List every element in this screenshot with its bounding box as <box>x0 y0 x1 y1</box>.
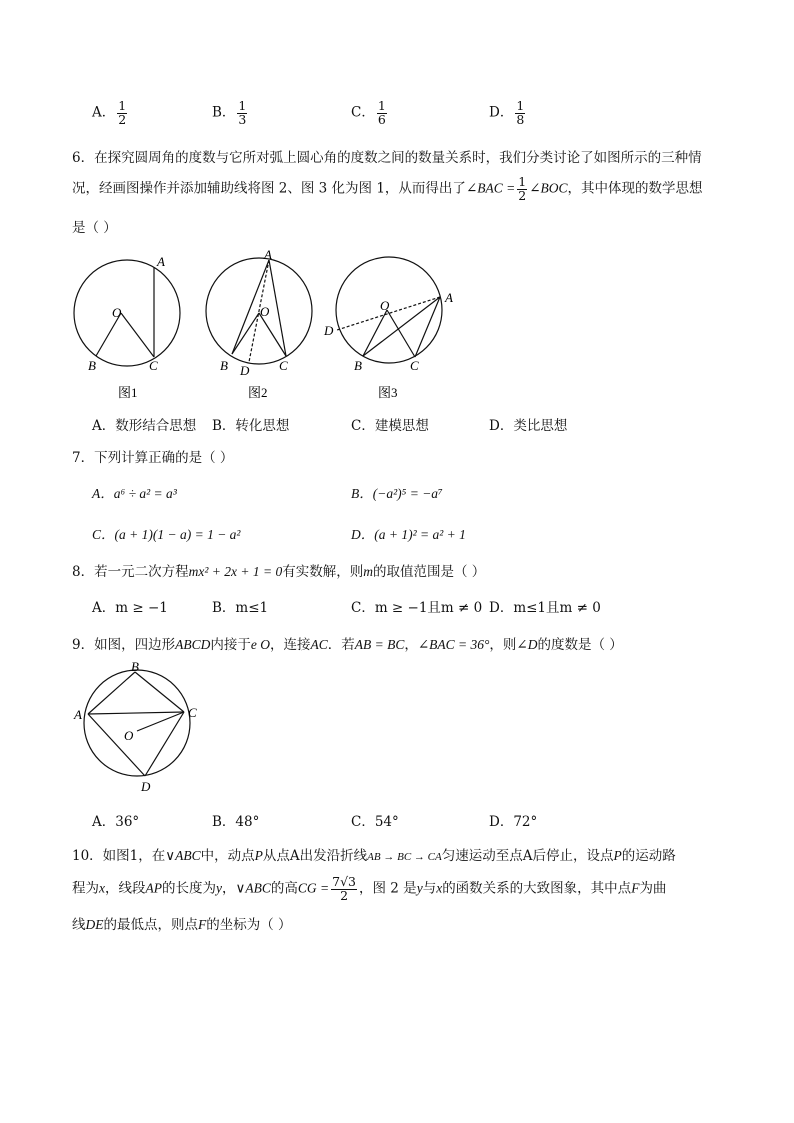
fraction: $\frac{1}{2}$ <box>518 174 527 203</box>
q9-option-d[interactable]: D．72° <box>489 814 538 830</box>
fraction: $\frac{1}{2}$ <box>118 98 127 127</box>
fig1-label-o: O <box>112 305 122 320</box>
q6-line3: 是（ ） <box>72 220 117 236</box>
fraction: $\frac{1}{8}$ <box>516 98 525 127</box>
q7-stem: 7．下列计算正确的是（ ） <box>72 450 234 466</box>
fig2-label-o: O <box>260 304 270 319</box>
q6-option-c[interactable]: C．建模思想 <box>351 418 429 434</box>
q8-option-a[interactable]: A．m ≥ −1 <box>92 600 168 616</box>
q6-figures <box>66 250 466 402</box>
q9-label-d: D <box>141 779 151 794</box>
fig2-label-b: B <box>220 358 228 373</box>
q7-option-b[interactable]: B．(−a²)⁵ = −a⁷ <box>351 486 443 501</box>
fraction: $\frac{1}{3}$ <box>238 98 247 127</box>
q7-option-c[interactable]: C．(a + 1)(1 − a) = 1 − a² <box>92 527 241 542</box>
q9-stem: 9．如图，四边形ABCD内接于e O，连接AC．若AB = BC，∠BAC = 36°，则∠D的度数是（ ） <box>72 637 623 653</box>
fig2-label-a: A <box>264 250 272 262</box>
q6-option-d[interactable]: D．类比思想 <box>489 418 568 434</box>
q8-stem: 8．若一元二次方程mx² + 2x + 1 = 0有实数解，则m的取值范围是（ ） <box>72 564 486 580</box>
fraction: $\frac{7√3}{2}$ <box>332 874 357 903</box>
q6-line2: 况，经画图操作并添加辅助线将图 2、图 3 化为图 1，从而得出了∠BAC = $\frac{1}{2}$ ∠BOC，其中体现的数学思想 <box>72 174 703 203</box>
q6-option-b[interactable]: B．转化思想 <box>212 418 290 434</box>
fig3-label-o: O <box>380 298 390 313</box>
fig1-label-a: A <box>157 254 165 269</box>
q7-option-d[interactable]: D．(a + 1)² = a² + 1 <box>351 527 466 542</box>
q10-line3: 线DE的最低点，则点F的坐标为（ ） <box>72 917 292 933</box>
q10-line1: 10．如图1，在∨ABC中，动点P从点A出发沿折线AB → BC → CA匀速运动至点A后停止，设点P的运动路 <box>72 848 676 864</box>
q9-label-a: A <box>74 707 82 722</box>
q9-figure <box>68 660 218 800</box>
q10-line2: 程为x，线段AP的长度为y，∨ABC的高CG = $\frac{7√3}{2}$ ，图 2 是y与x的函数关系的大致图象，其中点F为曲 <box>72 874 667 903</box>
q9-label-b: B <box>131 660 139 674</box>
fig1-label-b: B <box>88 358 96 373</box>
q9-label-o: O <box>124 728 134 743</box>
q9-option-c[interactable]: C．54° <box>351 814 399 830</box>
figure-2 <box>206 258 312 364</box>
q7-option-a[interactable]: A．a⁶ ÷ a² = a³ <box>92 486 177 501</box>
q9-label-c: C <box>188 705 197 720</box>
q9-option-a[interactable]: A．36° <box>92 814 140 830</box>
fig1-caption: 图1 <box>118 385 138 400</box>
fig2-caption: 图2 <box>248 385 268 400</box>
q8-option-b[interactable]: B．m≤1 <box>212 600 269 616</box>
q5-option-a[interactable]: A． $\frac{1}{2}$ <box>92 98 127 127</box>
fig3-label-d: D <box>324 323 334 338</box>
q8-option-c[interactable]: C．m ≥ −1且m ≠ 0 <box>351 600 483 616</box>
q6-option-a[interactable]: A．数形结合思想 <box>92 418 197 434</box>
q9-circle-quad <box>84 670 190 776</box>
fig2-label-c: C <box>279 358 288 373</box>
fig3-caption: 图3 <box>378 385 398 400</box>
fig3-label-b: B <box>354 358 362 373</box>
q6-line1: 6．在探究圆周角的度数与它所对弧上圆心角的度数之间的数量关系时，我们分类讨论了如图所示的三种情 <box>72 150 702 166</box>
q5-option-c[interactable]: C． $\frac{1}{6}$ <box>351 98 386 127</box>
q9-option-b[interactable]: B．48° <box>212 814 260 830</box>
fig3-label-c: C <box>410 358 419 373</box>
fraction: $\frac{1}{6}$ <box>377 98 386 127</box>
q8-option-d[interactable]: D．m≤1且m ≠ 0 <box>489 600 601 616</box>
q5-option-b[interactable]: B． $\frac{1}{3}$ <box>212 98 247 127</box>
fig2-label-d: D <box>240 363 250 378</box>
q5-option-d[interactable]: D． $\frac{1}{8}$ <box>489 98 525 127</box>
fig1-label-c: C <box>149 358 158 373</box>
fig3-label-a: A <box>445 290 453 305</box>
figure-1 <box>74 260 180 366</box>
